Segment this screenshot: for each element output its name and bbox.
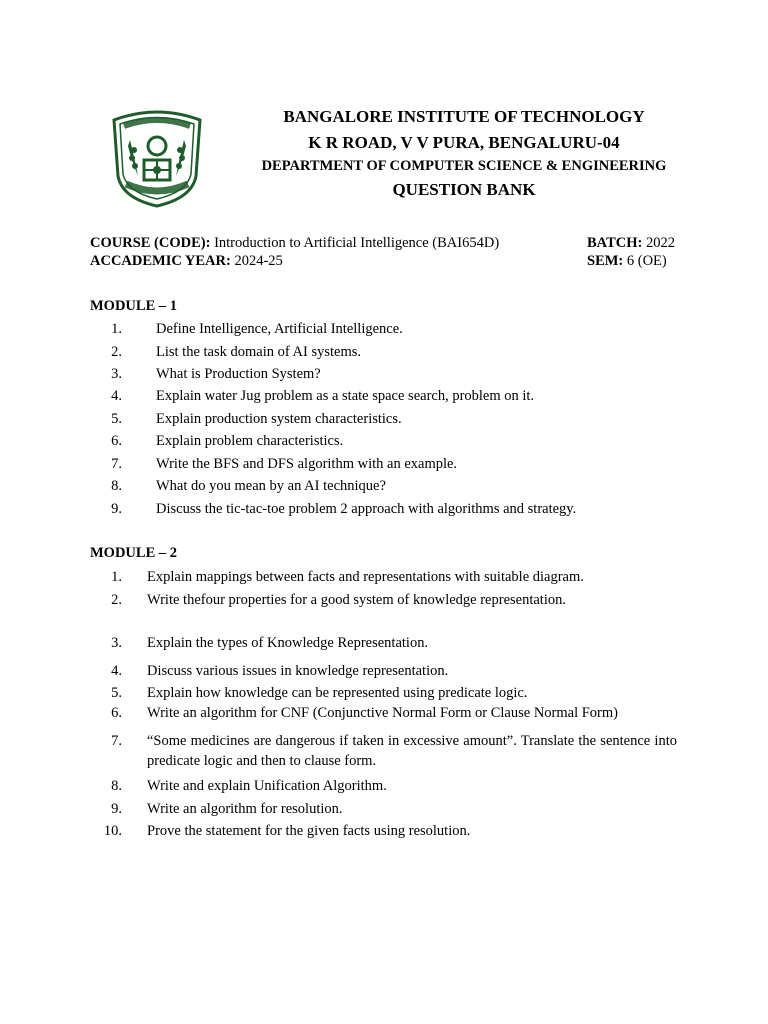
- question-text: Write an algorithm for CNF (Conjunctive Normal Form or Clause Normal Form): [147, 705, 618, 721]
- question-number: 5.: [111, 411, 122, 427]
- question-text: Discuss the tic-tac-toe problem 2 approach with algorithms and strategy.: [156, 501, 577, 517]
- question-number: 8.: [111, 778, 122, 794]
- question-text: Prove the statement for the given facts using resolution.: [147, 823, 471, 839]
- semester-value: 6 (OE): [623, 253, 667, 269]
- document-title: QUESTION BANK: [392, 180, 536, 199]
- question-number: 6.: [111, 433, 122, 449]
- question-number: 2.: [111, 592, 122, 608]
- question-text: What do you mean by an AI technique?: [156, 478, 386, 494]
- question-number: 1.: [111, 569, 122, 585]
- question-number: 9.: [111, 501, 122, 517]
- question-text: Explain the types of Knowledge Representation.: [147, 635, 429, 651]
- question-number: 3.: [111, 366, 122, 382]
- question-number: 7.: [111, 733, 122, 749]
- question-text: Explain problem characteristics.: [156, 433, 344, 449]
- question-number: 5.: [111, 685, 122, 701]
- course-label: COURSE (CODE):: [90, 235, 211, 251]
- course-info: [90, 235, 499, 252]
- question-number: 1.: [111, 321, 122, 337]
- batch-info: [587, 235, 675, 252]
- question-text: Discuss various issues in knowledge representation.: [147, 663, 449, 679]
- question-number: 3.: [111, 635, 122, 651]
- module-1-title: MODULE – 1: [90, 298, 177, 314]
- question-text: What is Production System?: [156, 366, 321, 382]
- course-value: Introduction to Artificial Intelligence (BAI654D): [210, 235, 500, 251]
- question-text: Explain production system characteristics.: [156, 411, 402, 427]
- institute-emblem-icon: [104, 106, 210, 210]
- question-text: Write the BFS and DFS algorithm with an example.: [156, 456, 458, 472]
- question-number: 2.: [111, 344, 122, 360]
- question-text: Write thefour properties for a good system of knowledge representation.: [147, 592, 566, 608]
- semester-label: SEM:: [587, 253, 624, 269]
- batch-value: 2022: [642, 235, 675, 251]
- semester-info: [587, 253, 667, 270]
- question-text: “Some medicines are dangerous if taken in excessive amount”. Translate the sentence into predicate logic and then to clause form.: [147, 733, 677, 769]
- academic-year-info: [90, 253, 283, 270]
- question-number: 9.: [111, 801, 122, 817]
- question-text: Define Intelligence, Artificial Intelligence.: [156, 321, 403, 337]
- question-text: Write an algorithm for resolution.: [147, 801, 343, 817]
- institute-name: BANGALORE INSTITUTE OF TECHNOLOGY: [283, 107, 645, 126]
- batch-label: BATCH:: [587, 235, 643, 251]
- question-number: 8.: [111, 478, 122, 494]
- question-number: 4.: [111, 663, 122, 679]
- department-name: DEPARTMENT OF COMPUTER SCIENCE & ENGINEERING: [261, 158, 667, 174]
- institute-address: K R ROAD, V V PURA, BENGALURU-04: [308, 133, 620, 152]
- academic-year-value: 2024-25: [230, 253, 283, 269]
- question-text: Explain water Jug problem as a state space search, problem on it.: [156, 388, 535, 404]
- question-number: 10.: [103, 823, 122, 839]
- question-number: 7.: [111, 456, 122, 472]
- question-text: Explain mappings between facts and representations with suitable diagram.: [147, 569, 584, 585]
- question-number: 6.: [111, 705, 122, 721]
- academic-year-label: ACCADEMIC YEAR:: [90, 253, 231, 269]
- question-text: List the task domain of AI systems.: [156, 344, 361, 360]
- module-2-title: MODULE – 2: [90, 545, 177, 561]
- question-text: Write and explain Unification Algorithm.: [147, 778, 387, 794]
- question-text: Explain how knowledge can be represented using predicate logic.: [147, 685, 528, 701]
- question-number: 4.: [111, 388, 122, 404]
